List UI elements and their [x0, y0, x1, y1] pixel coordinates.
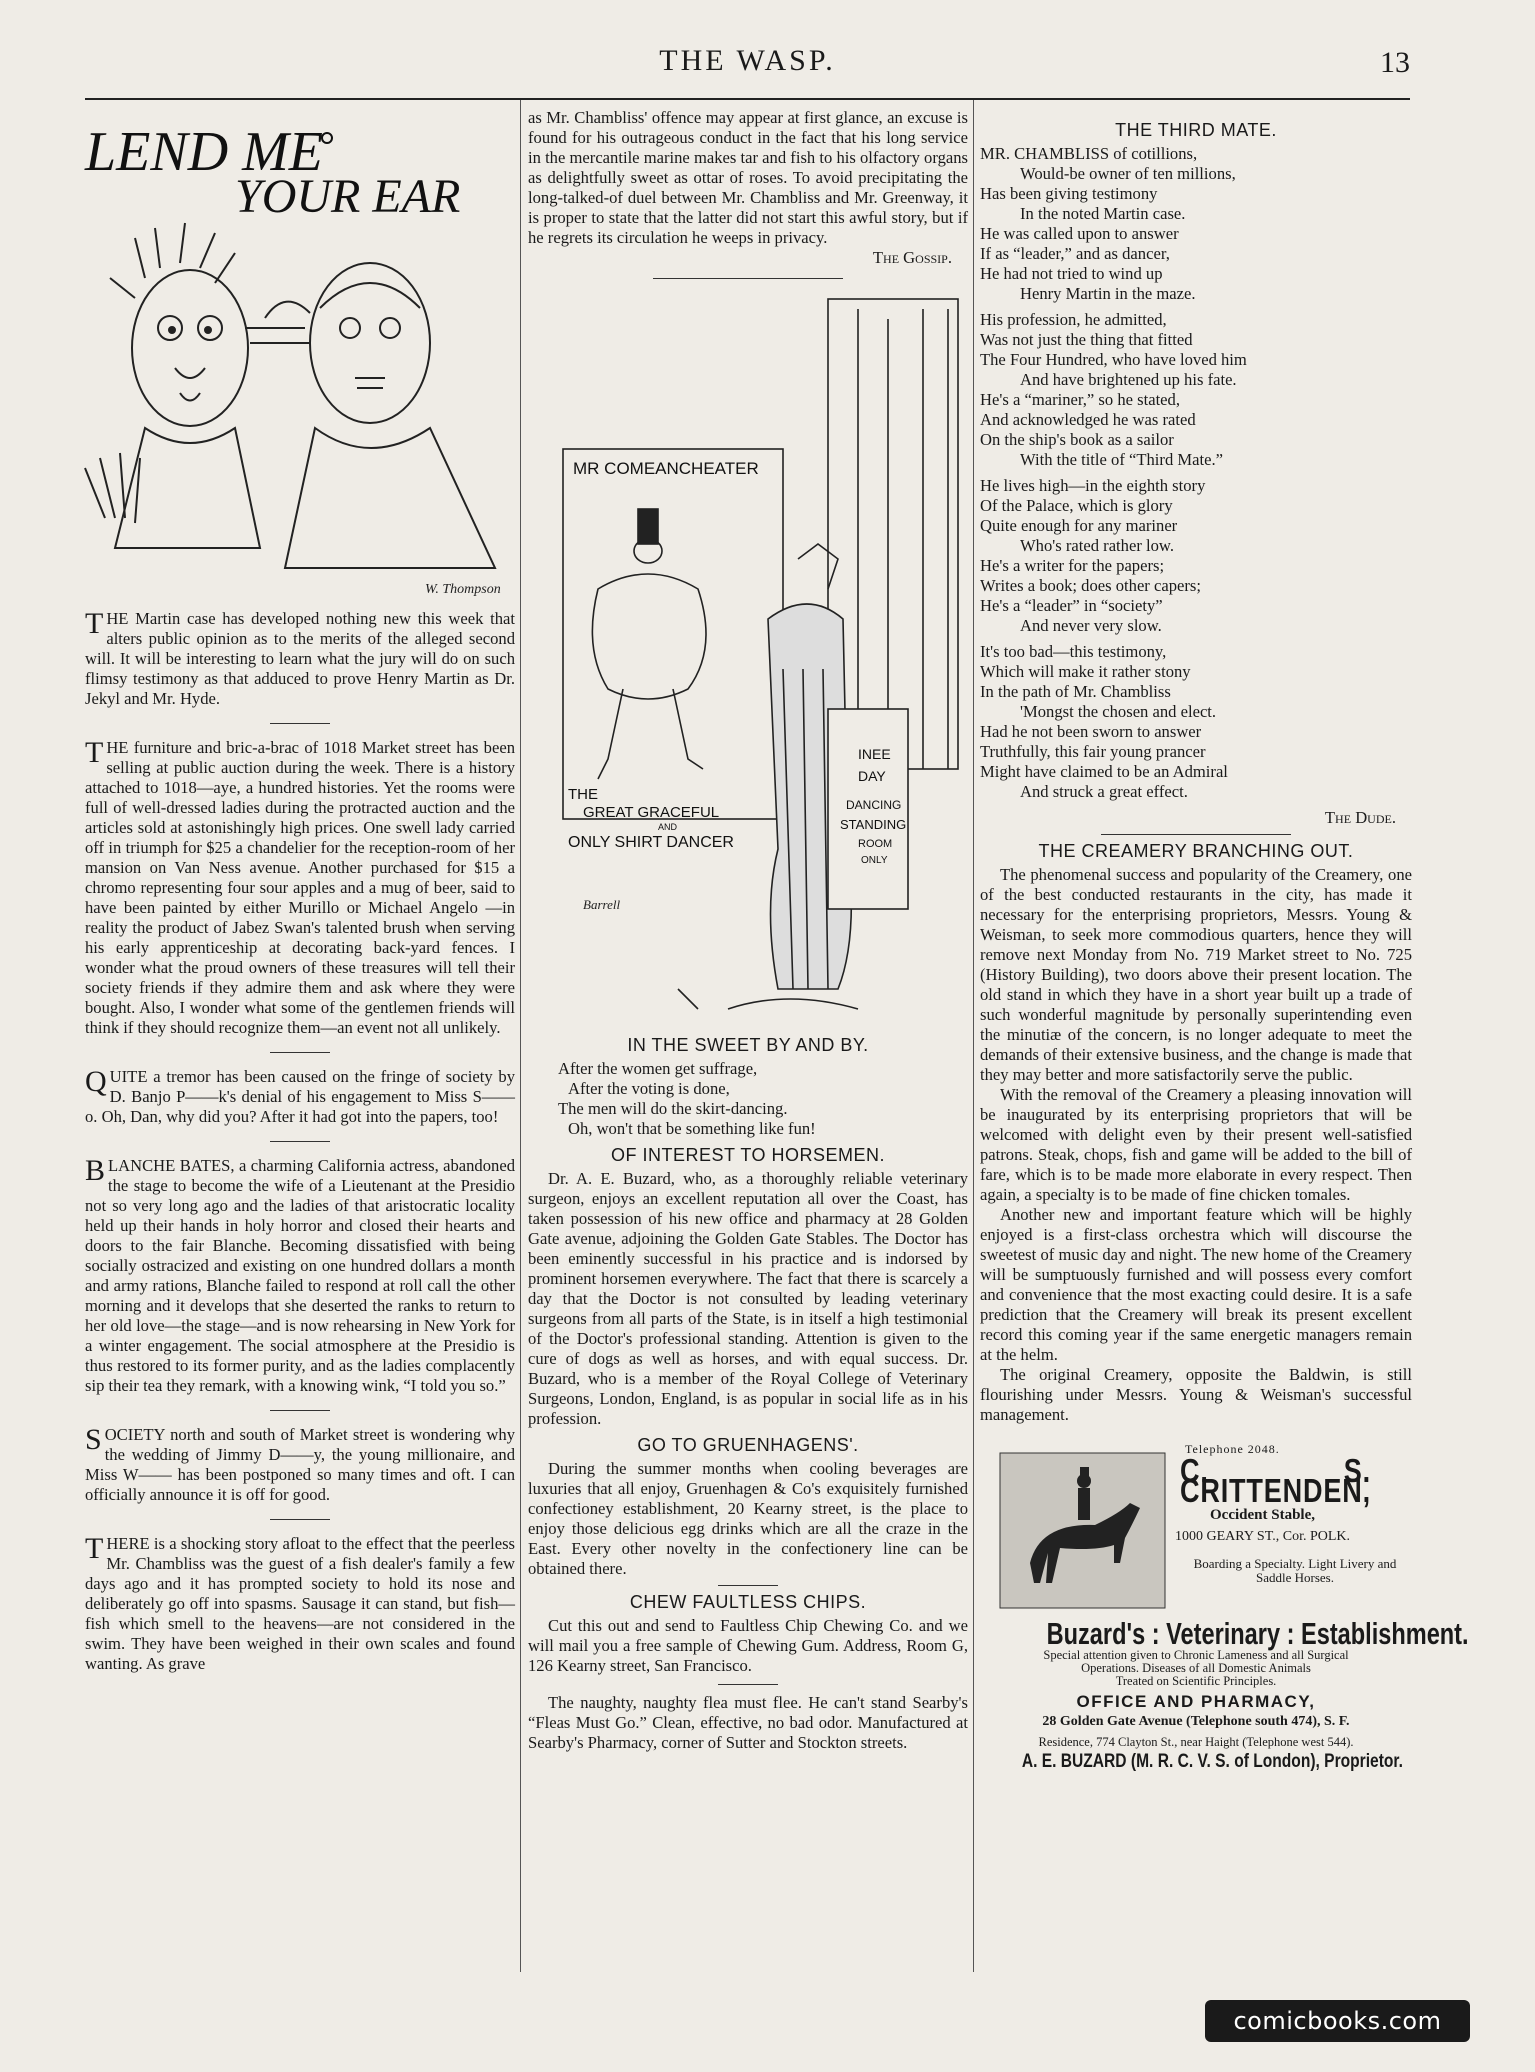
- poem-line: Would-be owner of ten millions,: [1020, 164, 1236, 183]
- paragraph-text: LANCHE BATES, a charming California actress, abandoned the stage to become the wife of a Lieutenant at the Presidio not so very long ago and the ladies of that aristocratic locality held up their hands in holy horror and closed their hearts and doors to the fair Blanche. Becoming dissatisfied with being socially ostracized and existing on one hundred dollars a month and army rations, Blanche failed to respond at roll call the other morning and it develops that she deserted the ranks to return to her old love—the stage—and is now rehearsing in New York for a winter engagement. The social atmosphere at the Presidio is thus restored to its former purity, and as the ladies complacently sip their tea they remark, with a knowing wink, “I told you so.”: [85, 1156, 515, 1395]
- paragraph-blanche-bates: [85, 1156, 515, 1396]
- crittenden-telephone: Telephone 2048.: [1185, 1442, 1280, 1456]
- poem-line: He lives high—in the eighth story: [980, 476, 1206, 495]
- page-header: [85, 38, 1410, 100]
- horsemen-heading: OF INTEREST TO HORSEMEN.: [610, 1145, 886, 1165]
- paragraph-tremor: [85, 1067, 515, 1127]
- creamery-paragraph: The original Creamery, opposite the Baldwin, is still flourishing under Messrs. Young & Weisman's successful management.: [980, 1365, 1412, 1424]
- poster-top-label: MR COMEANCHEATER: [573, 459, 759, 478]
- paragraph-text: HE Martin case has developed nothing new this week that alters public opinion as to the merits of the alleged second will. It will be interesting to learn what the jury will do on such flimsy testimony as that adduced to prove Henry Martin as Dr. Jekyl and Mr. Hyde.: [85, 609, 515, 708]
- creamery-paragraph: The phenomenal success and popularity of the Creamery, one of the best conducted restaurants in the city, has made it necessary for the enterprising proprietors, Messrs. Young & Weisman, to seek more commodious quarters, hence they will remove next Monday from No. 719 Market street to No. 725 (History Building), two doors above their present location. The old stand in which they have in a short year built up a trade of such wonderful magnitude by personally superintending even the minutiæ of the concern, is no longer adequate to meet the demands of their extensive business, and the change is made that they may better and more satisfactorily serve the public.: [980, 865, 1412, 1084]
- sign-label-line: ONLY: [861, 855, 888, 866]
- creamery-heading: THE CREAMERY BRANCHING OUT.: [1038, 841, 1354, 861]
- crittenden-boarding: Boarding a Specialty. Light Livery and Saddle Horses.: [1193, 1556, 1397, 1585]
- gossip-continuation: as Mr. Chambliss' offence may appear at first glance, an excuse is found for his outrageous conduct in the fact that his long service in the mercantile marine makes tar and fish to his olfactory organs as delightfully sweet as ottar of roses. To avoid precipitating the long-talked-of duel between Mr. Chambliss and Mr. Greenway, it is proper to state that the latter did not start this awful story, but if he regrets its circulation he weeps in privacy.: [528, 108, 968, 247]
- creamery-paragraph: With the removal of the Creamery a pleasing innovation will be inaugurated by its enterprising proprietors that will be welcomed with delight even by their present well-satisfied patrons. Steak, chops, fish and game will be added to the bill of fare, which is to be made more elaborate in every respect. Then again, a specialty is to be made of fine chicken tomales.: [980, 1085, 1412, 1204]
- separator: [718, 1585, 778, 1586]
- poem-line: It's too bad—this testimony,: [980, 642, 1167, 661]
- buzard-special-line: Treated on Scientific Principles.: [1115, 1674, 1277, 1688]
- title-line-1: LEND ME: [85, 121, 323, 183]
- gruenhagens-text: During the summer months when cooling beverages are luxuries that all enjoy, Gruenhagen & Co's exquisitely furnished confectioney establishment, 20 Kearny street, is the place to enjoy those delicious egg drinks which are all the craze in the East. Every other novelty in the confectionery line can be obtained there.: [528, 1459, 968, 1578]
- buzard-proprietor: A. E. BUZARD (M. R. C. V. S. of London), Proprietor.: [1021, 1751, 1403, 1772]
- cartoon-artist-signature: W. Thompson: [425, 582, 501, 597]
- buzard-address: 28 Golden Gate Avenue (Telephone south 474), S. F.: [1042, 1714, 1350, 1729]
- poem-line: And acknowledged he was rated: [980, 410, 1196, 429]
- separator: [270, 1052, 330, 1053]
- buzard-title: Buzard's : Veterinary : Establishment.: [1046, 1616, 1469, 1651]
- poem-line: And never very slow.: [1020, 616, 1162, 635]
- masthead-title: THE WASP.: [659, 44, 836, 77]
- cartoon-two-men-drawing: [85, 218, 515, 603]
- paragraph-text: HE furniture and bric-a-brac of 1018 Market street has been selling at public auction during the week. There is a history attached to 1018—aye, a hundred histories. Yet the rooms were full of well-dressed ladies during the protracted auction and the articles sold at astonishingly high prices. One swell lady carried off in triumph for $25 a chandelier for the reception-room of her mansion on Van Ness avenue. Another purchased for $15 a chromo representing four sour apples and a mug of beer, said to have been painted by either Murillo or Michael Angelo —in reality the product of Jabez Swan's talented brush when serving his early apprenticeship at decorating back-yard fences. I wonder what the proud owners of these treasures will tell their society friends if they admire them and ask where they were bought. Also, I wonder what some of the gentlemen friends will think if they should recognize them—an event not all unlikely.: [85, 738, 515, 1037]
- poem-line: His profession, he admitted,: [980, 310, 1167, 329]
- drop-cap: T: [85, 607, 104, 640]
- poem-line: And have brightened up his fate.: [1020, 370, 1237, 389]
- poem-line: He's a writer for the papers;: [980, 556, 1165, 575]
- separator: [270, 1519, 330, 1520]
- buzard-special-line: Operations. Diseases of all Domestic Animals: [1081, 1661, 1311, 1675]
- column-left: [85, 108, 515, 1972]
- poster-label-line: AND: [658, 822, 678, 832]
- poem-line: Oh, won't that be something like fun!: [568, 1119, 816, 1138]
- buzard-special-line: Special attention given to Chronic Lameness and all Surgical: [1043, 1648, 1349, 1662]
- poem-line: Had he not been sworn to answer: [980, 722, 1202, 741]
- poem-line: He's a “leader” in “society”: [980, 596, 1163, 615]
- paragraph-furniture-auction: [85, 738, 515, 1038]
- sweet-by-and-by-heading: IN THE SWEET BY AND BY.: [627, 1035, 869, 1055]
- poem-stanza: [980, 310, 1412, 470]
- separator: [270, 723, 330, 724]
- third-mate-heading: THE THIRD MATE.: [1115, 120, 1277, 140]
- separator: [718, 1684, 778, 1685]
- column-rule-1: [520, 100, 521, 1972]
- chew-faultless-heading: CHEW FAULTLESS CHIPS.: [629, 1592, 867, 1612]
- cartoon-shirt-dancer-drawing: [528, 289, 968, 1029]
- poem-line: Quite enough for any mariner: [980, 516, 1178, 535]
- column-middle: [528, 108, 968, 1972]
- title-line-2: YOUR EAR: [235, 170, 461, 223]
- poem-line: Was not just the thing that fitted: [980, 330, 1193, 349]
- poem-line: Of the Palace, which is glory: [980, 496, 1173, 515]
- poem-line: Who's rated rather low.: [1020, 536, 1174, 555]
- horsemen-text: Dr. A. E. Buzard, who, as a thoroughly reliable veterinary surgeon, enjoys an excellent reputation all over the Coast, has taken possession of his new office and pharmacy at 28 Golden Gate avenue, adjoining the Golden Gate Stables. The Doctor has been eminently successful in his practice and is indorsed by prominent horsemen everywhere. The fact that there is scarcely a day that the Doctor is not consulted by leading veterinary surgeons from all parts of the State, is in itself a high testimonial of the Doctor's professional standing. Attention is given to the cure of dogs as well as horses, and with equal success. Dr. Buzard, who is a member of the Royal College of Veterinary Surgeons, London, England, is as popular in social life as in his profession.: [528, 1169, 968, 1428]
- separator: [270, 1410, 330, 1411]
- poem-line: And struck a great effect.: [1020, 782, 1188, 801]
- poem-line: The men will do the skirt-dancing.: [558, 1099, 788, 1118]
- poem-line: Writes a book; does other capers;: [980, 576, 1201, 595]
- poem-line: He's a “mariner,” so he stated,: [980, 390, 1180, 409]
- cartoon-shirt-dancer: [528, 289, 968, 1029]
- buzard-office: OFFICE AND PHARMACY,: [1076, 1692, 1316, 1711]
- poem-line: After the women get suffrage,: [558, 1059, 758, 1078]
- sign-label-line: STANDING: [840, 817, 907, 832]
- poem-line: On the ship's book as a sailor: [980, 430, 1174, 449]
- poem-stanza: [980, 642, 1412, 802]
- buzard-residence: Residence, 774 Clayton St., near Haight (Telephone west 544).: [1038, 1735, 1354, 1749]
- crittenden-address: 1000 GEARY ST., Cor. POLK.: [1175, 1529, 1351, 1544]
- column-rule-2: [973, 100, 974, 1972]
- poem-line: If as “leader,” and as dancer,: [980, 244, 1170, 263]
- gruenhagens-heading: GO TO GRUENHAGENS'.: [637, 1435, 859, 1455]
- poem-line: He had not tried to wind up: [980, 264, 1163, 283]
- flea-text: The naughty, naughty flea must flee. He can't stand Searby's “Fleas Must Go.” Clean, effective, no bad odor. Manufactured at Searby's Pharmacy, corner of Sutter and Stockton streets.: [528, 1693, 968, 1752]
- lend-me-your-ear-title: [85, 108, 515, 223]
- poster-label-line: THE: [568, 786, 598, 803]
- poem-line: Henry Martin in the maze.: [1020, 284, 1196, 303]
- cartoon-artist-signature: Barrell: [583, 897, 621, 912]
- poem-line: With the title of “Third Mate.”: [1020, 450, 1223, 469]
- sign-label-line: INEE: [858, 746, 891, 762]
- paragraph-society-wedding: [85, 1425, 515, 1505]
- paragraph-shocking-story: [85, 1534, 515, 1674]
- column-right: [980, 108, 1469, 1972]
- poem-line: Which will make it rather stony: [980, 662, 1191, 681]
- separator: [270, 1141, 330, 1142]
- buzard-advertisement: [980, 1616, 1469, 1772]
- gossip-signature: The Gossip.: [872, 248, 952, 267]
- sign-label-line: ROOM: [858, 838, 893, 850]
- separator: [653, 278, 843, 279]
- watermark: comicbooks.com: [1205, 2000, 1470, 2042]
- paragraph-text: OCIETY north and south of Market street is wondering why the wedding of Jimmy D——y, the young millionaire, and Miss W—— has been postponed so many times and oft. I can officially announce it is off for good.: [85, 1425, 515, 1504]
- page-number: 13: [1380, 46, 1410, 79]
- chew-faultless-text: Cut this out and send to Faultless Chip Chewing Co. and we will mail you a free sample of Chewing Gum. Address, Room G, 126 Kearny street, San Francisco.: [528, 1616, 968, 1675]
- paragraph-martin-case: [85, 609, 515, 709]
- poster-label-line: ONLY SHIRT DANCER: [568, 834, 734, 851]
- poem-line: In the noted Martin case.: [1020, 204, 1186, 223]
- sweet-by-and-by-poem: [528, 1059, 968, 1139]
- poem-line: He was called upon to answer: [980, 224, 1179, 243]
- poem-line: The Four Hundred, who have loved him: [980, 350, 1247, 369]
- separator: [1101, 834, 1291, 835]
- poster-label-line: GREAT GRACEFUL: [583, 804, 720, 821]
- lend-title-lettering: [85, 108, 515, 223]
- horse-and-rider-picture: [1000, 1453, 1165, 1608]
- paragraph-text: HERE is a shocking story afloat to the effect that the peerless Mr. Chambliss was the guest of a fish dealer's family a few days ago and it has prompted society to hold its nose and deliberately go off into spasms. Sausage it can stand, but fish—fish which smell to the heavens—are not considered in the swim. They have been weighed in their own scales and found wanting. As grave: [85, 1534, 515, 1673]
- poem-line: MR. CHAMBLISS of cotillions,: [980, 144, 1198, 163]
- poem-line: Truthfully, this fair young prancer: [980, 742, 1206, 761]
- sign-label-line: DAY: [858, 768, 886, 784]
- poem-line: Has been giving testimony: [980, 184, 1158, 203]
- poem-line: 'Mongst the chosen and elect.: [1020, 702, 1217, 721]
- crittenden-advertisement: [980, 1439, 1412, 1614]
- paragraph-text: UITE a tremor has been caused on the fringe of society by D. Banjo P——k's denial of his engagement to Miss S——o. Oh, Dan, why did you? After it had got into the papers, too!: [85, 1067, 515, 1126]
- third-mate-signature: The Dude.: [1324, 808, 1396, 827]
- drop-cap: Q: [85, 1065, 107, 1098]
- drop-cap: S: [85, 1423, 102, 1456]
- creamery-paragraph: Another new and important feature which will be highly enjoyed is a first-class orchestra which will discourse the sweetest of music day and night. The new home of the Creamery will be sumptuously furnished and will possess every comfort and convenience that the most exacting could desire. It is a safe prediction that the Creamery will break its present excellent record this coming year if the same energetic managers remain at the helm.: [980, 1205, 1412, 1364]
- crittenden-name: C. S. CRITTENDEN,: [1180, 1452, 1371, 1509]
- drop-cap: T: [85, 1532, 104, 1565]
- cartoon-two-men: [85, 218, 515, 603]
- poem-stanza: [980, 476, 1412, 636]
- crittenden-stable: Occident Stable,: [1210, 1507, 1315, 1523]
- poem-line: After the voting is done,: [568, 1079, 730, 1098]
- poem-line: Might have claimed to be an Admiral: [980, 762, 1228, 781]
- sign-label-line: DANCING: [846, 798, 902, 812]
- drop-cap: B: [85, 1154, 106, 1187]
- poem-stanza: [980, 144, 1412, 304]
- drop-cap: T: [85, 736, 104, 769]
- poem-line: In the path of Mr. Chambliss: [980, 682, 1171, 701]
- third-mate-poem: [980, 144, 1412, 802]
